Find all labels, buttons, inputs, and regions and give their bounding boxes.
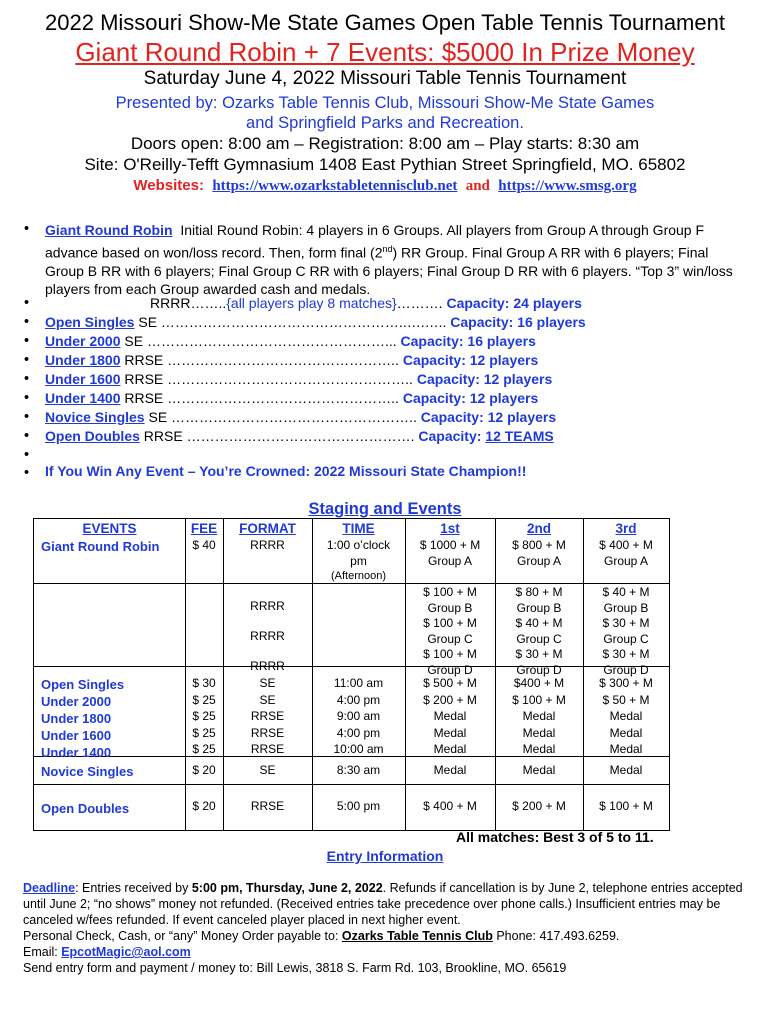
- website-link-smsg[interactable]: https://www.smsg.org: [498, 178, 637, 194]
- header-time: TIME: [342, 521, 375, 536]
- event-link[interactable]: Open Doubles: [45, 428, 140, 444]
- groups-3rd: [583, 585, 669, 678]
- rrrr-group-d: RRRR: [250, 659, 285, 673]
- event-1st: [405, 675, 495, 758]
- event-capacity-teams: 12 TEAMS: [485, 428, 554, 444]
- bullet: •: [24, 371, 30, 387]
- rrrr-dots: ……….: [396, 295, 443, 311]
- tournament-title: 2022 Missouri Show-Me State Games Open Table Tennis Tournament: [45, 10, 725, 35]
- prize: $ 100 + M: [423, 647, 477, 661]
- event-open-doubles: Open Doubles: [41, 801, 130, 816]
- bullet: •: [24, 390, 30, 406]
- event-link[interactable]: Under 2000: [45, 333, 121, 349]
- doubles-2nd: $ 200 + M: [512, 799, 566, 813]
- payable-line: [23, 928, 753, 944]
- rrrr-note: {all players play 8 matches}: [226, 295, 397, 311]
- event-formats: [223, 675, 312, 758]
- event-name: Under 1400: [41, 744, 112, 760]
- rrrr-capacity: Capacity: 24 players: [446, 295, 582, 311]
- grr-time-3: (Afternoon): [330, 570, 387, 582]
- group-label: Group D: [427, 662, 473, 677]
- doubles-fee: $ 20: [192, 799, 216, 813]
- rrrr-line: [150, 295, 582, 311]
- fee: $ 25: [192, 692, 216, 707]
- prize: $ 80 + M: [515, 585, 563, 599]
- event-format: RRSE …………………………………………..: [120, 390, 403, 406]
- staging-title: Staging and Events: [308, 500, 462, 518]
- prize: $ 30 + M: [602, 647, 650, 661]
- bullet: •: [24, 465, 30, 481]
- novice-2nd: Medal: [522, 763, 556, 777]
- prize: $ 1000 + M: [419, 538, 481, 552]
- bullet: •: [24, 221, 30, 237]
- prize: $ 800 + M: [512, 538, 566, 552]
- prize: $400 + M: [513, 676, 565, 690]
- deadline-label: Deadline: [23, 881, 76, 895]
- prize: Medal: [433, 725, 467, 740]
- email-link[interactable]: EpcotMagic@aol.com: [61, 945, 191, 959]
- event-capacity: Capacity: 12 players: [402, 390, 539, 406]
- phone: Phone: 417.493.6259.: [492, 929, 620, 943]
- groups-1st: [405, 585, 495, 678]
- event-link[interactable]: Under 1400: [45, 390, 121, 406]
- event-capacity: Capacity: 16 players: [400, 333, 536, 349]
- group-label: Group A: [603, 553, 649, 568]
- header-events: EVENTS: [82, 521, 137, 536]
- novice-1st: Medal: [433, 763, 467, 777]
- event-capacity: Capacity: 16 players: [450, 314, 586, 330]
- grr-time-2: pm: [350, 553, 367, 568]
- format: RRSE: [250, 709, 285, 724]
- group-label: Group B: [516, 600, 562, 615]
- event-item-open-doubles: [45, 428, 554, 444]
- staging-table: [33, 518, 670, 831]
- group-label: Group C: [603, 631, 649, 646]
- grr-sup: nd: [382, 243, 393, 254]
- rrrr-prefix: RRRR……..: [150, 295, 227, 311]
- doubles-1st: $ 400 + M: [423, 799, 477, 813]
- time: 4:00 pm: [336, 725, 381, 740]
- prize: $ 100 + M: [423, 616, 477, 630]
- websites-and: and: [465, 178, 490, 194]
- header-2nd: 2nd: [526, 521, 551, 536]
- event-format: RRSE ………………………………………….: [139, 428, 419, 444]
- novice-format: SE: [259, 763, 276, 777]
- bullet: •: [24, 352, 30, 368]
- format: RRSE: [250, 725, 285, 740]
- header-fee: FEE: [190, 521, 218, 536]
- event-format: SE ……………………………………………..: [144, 409, 421, 425]
- bullet: •: [24, 295, 30, 311]
- header-1st: 1st: [440, 521, 460, 536]
- prize: Medal: [609, 742, 643, 757]
- website-link-ozarks[interactable]: https://www.ozarkstabletennisclub.net: [212, 178, 458, 194]
- presented-line-2: and Springfield Parks and Recreation.: [246, 114, 524, 132]
- event-link[interactable]: Open Singles: [45, 314, 135, 330]
- deadline-post: . Refunds if cancellation is by June 2, telephone entries accepted until June 2; “no shows” money not refunded. (Received entries take precedence over phone calls.) Insufficient entries may be canceled w/fees refunded. If event canceled player placed in next higher event.: [23, 881, 743, 927]
- websites-label: Websites:: [133, 177, 204, 194]
- group-label: Group A: [427, 553, 473, 568]
- novice-time: 8:30 am: [336, 763, 381, 777]
- event-capacity: Capacity: 12 players: [416, 371, 553, 387]
- prize: $ 500 + M: [423, 676, 477, 690]
- prize: $ 100 + M: [512, 692, 566, 707]
- prize: $ 30 + M: [515, 647, 563, 661]
- event-link[interactable]: Novice Singles: [45, 409, 145, 425]
- site-line: Site: O'Reilly-Tefft Gymnasium 1408 East Pythian Street Springfield, MO. 65802: [84, 155, 686, 174]
- group-a-2nd: [495, 538, 583, 569]
- novice-3rd: Medal: [609, 763, 643, 777]
- prize: $ 30 + M: [602, 616, 650, 630]
- prize: Medal: [522, 742, 556, 757]
- deadline-pre: : Entries received by: [75, 881, 192, 895]
- group-label: Group D: [516, 662, 562, 677]
- time: 9:00 am: [336, 709, 381, 724]
- time: 11:00 am: [333, 676, 384, 690]
- event-fees: [185, 675, 223, 758]
- event-3rd: [583, 675, 669, 758]
- fee: $ 30: [192, 676, 216, 690]
- prize: $ 100 + M: [423, 585, 477, 599]
- header-format: FORMAT: [239, 521, 296, 536]
- fee: $ 25: [192, 725, 216, 740]
- group-label: Group D: [603, 662, 649, 677]
- prize: $ 300 + M: [599, 676, 653, 690]
- format: RRSE: [250, 742, 285, 757]
- entry-information-title: Entry Information: [326, 848, 444, 864]
- event-names: [41, 677, 124, 762]
- presented-line-1: Presented by: Ozarks Table Tennis Club, Missouri Show-Me State Games: [115, 94, 655, 112]
- bullet: •: [24, 409, 30, 425]
- event-item-under-2000: [45, 333, 536, 349]
- doubles-time: 5:00 pm: [336, 799, 381, 813]
- event-capacity: Capacity:: [418, 428, 486, 444]
- group-a-1st: [405, 538, 495, 569]
- websites-line: [0, 177, 770, 195]
- prize: Medal: [522, 725, 556, 740]
- groups-2nd: [495, 585, 583, 678]
- event-times: [312, 675, 405, 758]
- group-a-3rd: [583, 538, 669, 569]
- grr-link[interactable]: Giant Round Robin: [45, 222, 173, 238]
- all-matches-note: All matches: Best 3 of 5 to 11.: [456, 829, 654, 845]
- grr-time-1: 1:00 o’clock: [326, 538, 391, 552]
- email-line: [23, 944, 753, 960]
- event-capacity: Capacity: 12 players: [420, 409, 557, 425]
- event-item-under-1600: [45, 371, 552, 387]
- prize: $ 400 + M: [599, 538, 653, 552]
- prize: $ 40 + M: [515, 616, 563, 630]
- event-format: RRSE …………………………………………..: [120, 352, 403, 368]
- giant-round-robin-description: [45, 221, 745, 299]
- presented-by: [0, 93, 770, 133]
- event-name: Under 1600: [41, 727, 112, 743]
- group-label: Group C: [427, 631, 473, 646]
- prize: $ 40 + M: [602, 585, 650, 599]
- event-item-under-1400: [45, 390, 538, 406]
- event-novice-singles: Novice Singles: [41, 764, 134, 779]
- grr-text-1: Initial Round Robin: 4 players in 6 Groups. All players from Group A through Group F advance based on won/loss record. Then, form final (2: [45, 222, 705, 261]
- deadline-paragraph: [23, 880, 753, 928]
- doubles-3rd: $ 100 + M: [599, 799, 653, 813]
- group-label: Group A: [516, 553, 562, 568]
- format: SE: [259, 692, 276, 707]
- prize: $ 50 + M: [602, 692, 650, 707]
- event-name: Under 2000: [41, 693, 112, 709]
- entry-details: [23, 880, 753, 976]
- row-divider: [34, 784, 669, 785]
- prize: Medal: [433, 709, 467, 724]
- rrrr-group-b: RRRR: [250, 599, 285, 613]
- deadline-date: 5:00 pm, Thursday, June 2, 2022: [191, 881, 383, 895]
- grr-text-2: ) RR Group. Final Group A RR with 6 players; Final Group B RR with 6 players; Final Group C RR with 6 players; Final Group D RR with 6 players. “Top 3” win/loss players from each Group awarded cash and medals.: [45, 244, 733, 298]
- grr-time: [312, 538, 405, 585]
- prize: Medal: [609, 709, 643, 724]
- grr-format: RRRR: [250, 538, 285, 552]
- prize-subtitle: Giant Round Robin + 7 Events: $5000 In Prize Money: [75, 37, 695, 67]
- header-3rd: 3rd: [615, 521, 637, 536]
- doubles-format: RRSE: [250, 799, 285, 813]
- event-format: RRSE ……………………………………………..: [120, 371, 417, 387]
- bullet: •: [24, 428, 30, 444]
- event-format: SE ……………………………………………..….…..: [134, 314, 451, 330]
- bullet: •: [24, 314, 30, 330]
- fee: $ 25: [192, 742, 216, 757]
- doors-line: Doors open: 8:00 am – Registration: 8:00 am – Play starts: 8:30 am: [130, 134, 640, 153]
- send-line: Send entry form and payment / money to: Bill Lewis, 3818 S. Farm Rd. 103, Brookline, MO. 65619: [23, 961, 567, 975]
- rrrr-group-c: RRRR: [250, 629, 285, 643]
- champion-line: If You Win Any Event – You’re Crowned: 2022 Missouri State Champion!!: [45, 463, 527, 479]
- bullet: •: [24, 447, 30, 463]
- group-label: Group B: [427, 600, 473, 615]
- event-item-open-singles: [45, 314, 586, 330]
- event-item-under-1800: [45, 352, 538, 368]
- event-link[interactable]: Under 1600: [45, 371, 121, 387]
- date-line: Saturday June 4, 2022 Missouri Table Tennis Tournament: [143, 68, 627, 89]
- group-label: Group C: [516, 631, 562, 646]
- bullet: •: [24, 333, 30, 349]
- event-capacity: Capacity: 12 players: [402, 352, 539, 368]
- novice-fee: $ 20: [192, 763, 216, 777]
- event-2nd: [495, 675, 583, 758]
- event-name: Open Singles: [41, 677, 125, 692]
- time: 4:00 pm: [336, 692, 381, 707]
- format: SE: [259, 676, 276, 690]
- prize: Medal: [433, 742, 467, 757]
- payable-pre: Personal Check, Cash, or “any” Money Order payable to:: [23, 929, 342, 943]
- event-name: Under 1800: [41, 710, 112, 726]
- event-item-novice-singles: [45, 409, 556, 425]
- fee: $ 25: [192, 709, 216, 724]
- payable-name: Ozarks Table Tennis Club: [341, 929, 493, 943]
- prize: $ 200 + M: [423, 692, 477, 707]
- prize: Medal: [522, 709, 556, 724]
- email-label: Email:: [23, 945, 62, 959]
- time: 10:00 am: [333, 742, 384, 757]
- grr-fee: $ 40: [192, 538, 216, 552]
- event-link[interactable]: Under 1800: [45, 352, 121, 368]
- group-label: Group B: [603, 600, 649, 615]
- event-giant-round-robin: Giant Round Robin: [41, 539, 160, 554]
- event-format: SE ……………………………………………...: [120, 333, 401, 349]
- prize: Medal: [609, 725, 643, 740]
